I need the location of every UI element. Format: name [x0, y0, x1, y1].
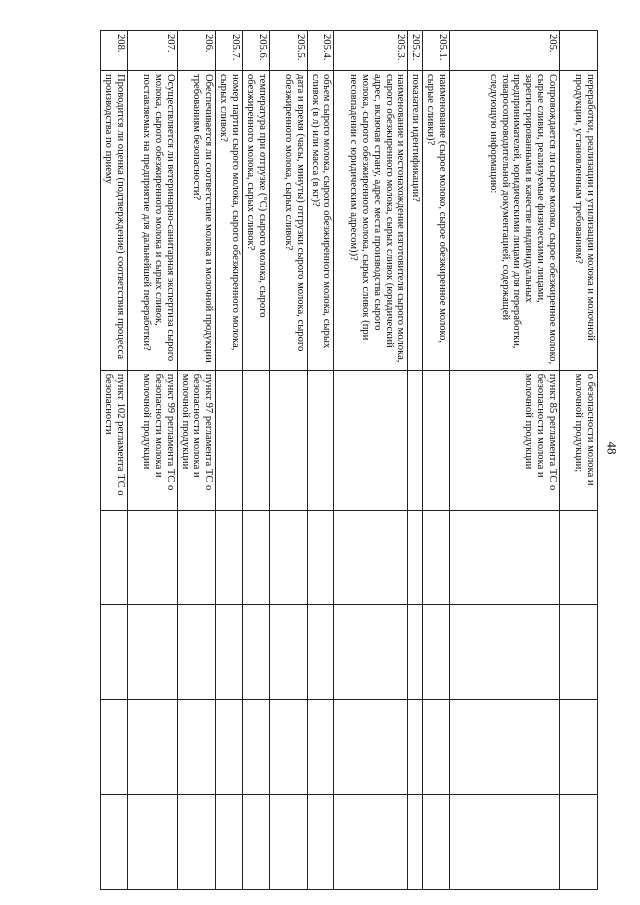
answer-cell: [127, 700, 177, 795]
table-row: [269, 31, 307, 890]
answer-cell: [269, 700, 307, 795]
reference-cell: о безопасности молока и молочной продукции;: [560, 370, 598, 510]
table-row: [127, 31, 177, 890]
reference-cell: [242, 370, 269, 510]
answer-cell: [408, 795, 423, 890]
checklist-table: [100, 30, 598, 890]
answer-cell: [450, 605, 560, 700]
question-cell: наименование и местонахождение изготовителя сырого молока, сырого обезжиренного молока, сырых сливок (юридический адрес, включая страну, адрес места производства сырого молока, сырого обезжиренного молока, сырых сливок (при несовпадении с юридическим адресом))?: [334, 70, 408, 370]
table-row: [177, 31, 216, 890]
answer-cell: [560, 605, 598, 700]
answer-cell: [269, 605, 307, 700]
question-cell: показатели идентификации?: [408, 70, 423, 370]
row-number: 206.: [177, 31, 216, 71]
answer-cell: [269, 510, 307, 605]
answer-cell: [450, 795, 560, 890]
table-row: [334, 31, 408, 890]
answer-cell: [242, 510, 269, 605]
answer-cell: [450, 700, 560, 795]
answer-cell: [560, 700, 598, 795]
row-number: 205.3.: [334, 31, 408, 71]
row-number: 205.4.: [307, 31, 334, 71]
answer-cell: [177, 700, 216, 795]
answer-cell: [216, 510, 243, 605]
answer-cell: [100, 510, 127, 605]
table-row: [560, 31, 598, 890]
answer-cell: [127, 605, 177, 700]
question-cell: Осуществляется ли ветеринарно-санитарная экспертиза сырого молока, сырого обезжиренного молока и сырых сливок, поставляемых на предприятие для дальнейшей переработки?: [127, 70, 177, 370]
answer-cell: [408, 605, 423, 700]
table-row: [307, 31, 334, 890]
answer-cell: [216, 795, 243, 890]
table-row: [216, 31, 243, 890]
reference-cell: [269, 370, 307, 510]
question-cell: номер партии сырого молока, сырого обезжиренного молока, сырых сливок?: [216, 70, 243, 370]
answer-cell: [307, 795, 334, 890]
answer-cell: [177, 605, 216, 700]
answer-cell: [307, 605, 334, 700]
answer-cell: [177, 795, 216, 890]
reference-cell: пункт 97 регламента ТС о безопасности молока и молочной продукции: [177, 370, 216, 510]
row-number: 205.2.: [408, 31, 423, 71]
table-row: [408, 31, 423, 890]
question-cell: наименование (сырое молоко, сырое обезжиренное молоко, сырые сливки)?: [423, 70, 450, 370]
question-cell: переработки, реализации и утилизации молока и молочной продукции, установленным требованиям?: [560, 70, 598, 370]
reference-cell: пункт 85 регламента ТС о безопасности молока и молочной продукции: [450, 370, 560, 510]
reference-cell: [216, 370, 243, 510]
row-number: 205.7.: [216, 31, 243, 71]
answer-cell: [100, 605, 127, 700]
answer-cell: [242, 605, 269, 700]
row-number: 208.: [100, 31, 127, 71]
answer-cell: [242, 700, 269, 795]
answer-cell: [269, 795, 307, 890]
row-number: 207.: [127, 31, 177, 71]
question-cell: дата и время (часы, минуты) отгрузки сырого молока, сырого обезжиренного молока, сырых сливок?: [269, 70, 307, 370]
reference-cell: [334, 370, 408, 510]
reference-cell: [423, 370, 450, 510]
reference-cell: [408, 370, 423, 510]
answer-cell: [423, 795, 450, 890]
row-number: 205.1.: [423, 31, 450, 71]
row-number: 205.6.: [242, 31, 269, 71]
reference-cell: [307, 370, 334, 510]
question-cell: Проводится ли оценка (подтверждение) соответствия процесса производства по приему: [100, 70, 127, 370]
table-row: [450, 31, 560, 890]
answer-cell: [100, 700, 127, 795]
question-cell: Обеспечивается ли соответствие молока и молочной продукции требованиям безопасности?: [177, 70, 216, 370]
reference-cell: пункт 102 регламента ТС о безопасности: [100, 370, 127, 510]
question-cell: Сопровождается ли сырое молоко, сырое обезжиренное молоко, сырые сливки, реализуемые физическими лицами, зарегистрированными в качестве индивидуальных предпринимателей, юридическими лицами для переработки, товаросопроводительной документацией, содержащей следующую информацию:: [450, 70, 560, 370]
answer-cell: [177, 510, 216, 605]
row-number: 205.5.: [269, 31, 307, 71]
answer-cell: [242, 795, 269, 890]
answer-cell: [307, 700, 334, 795]
answer-cell: [334, 510, 408, 605]
table-row: [242, 31, 269, 890]
row-number: [560, 31, 598, 71]
reference-cell: пункт 99 регламента ТС о безопасности молока и молочной продукции: [127, 370, 177, 510]
answer-cell: [100, 795, 127, 890]
answer-cell: [423, 700, 450, 795]
answer-cell: [307, 510, 334, 605]
page-number: 48: [604, 441, 620, 455]
answer-cell: [334, 700, 408, 795]
answer-cell: [408, 510, 423, 605]
answer-cell: [423, 510, 450, 605]
answer-cell: [560, 510, 598, 605]
answer-cell: [423, 605, 450, 700]
row-number: 205.: [450, 31, 560, 71]
question-cell: температура при отгрузке (°С) сырого молока, сырого обезжиренного молока, сырых сливок?: [242, 70, 269, 370]
answer-cell: [127, 795, 177, 890]
answer-cell: [216, 605, 243, 700]
answer-cell: [334, 795, 408, 890]
answer-cell: [450, 510, 560, 605]
answer-cell: [216, 700, 243, 795]
table-row: [100, 31, 127, 890]
answer-cell: [127, 510, 177, 605]
answer-cell: [560, 795, 598, 890]
question-cell: объем сырого молока, сырого обезжиренного молока, сырых сливок (в л) или масса (в кг)?: [307, 70, 334, 370]
answer-cell: [408, 700, 423, 795]
answer-cell: [334, 605, 408, 700]
table-row: [423, 31, 450, 890]
